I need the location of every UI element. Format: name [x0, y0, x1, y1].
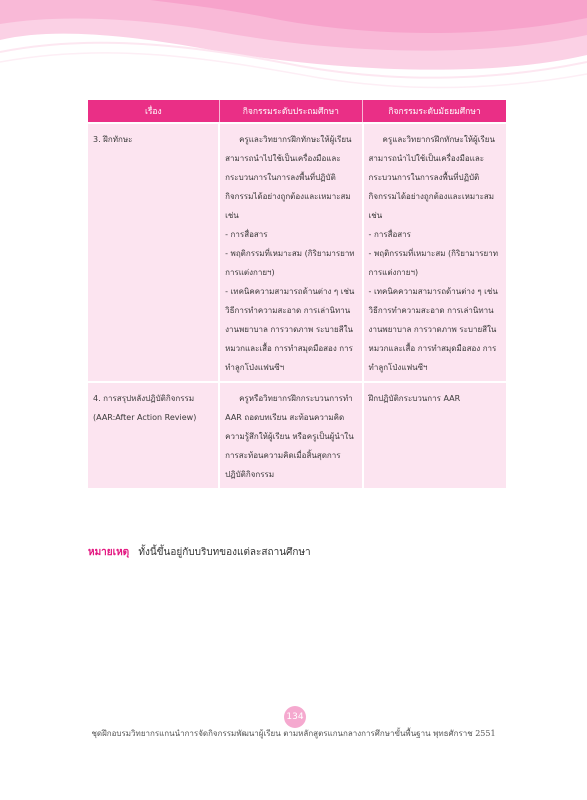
activities-table — [88, 100, 506, 488]
secondary-item: - การสื่อสาร — [368, 230, 411, 239]
topic-subtitle: (AAR:After Action Review) — [93, 413, 197, 422]
footnote — [88, 545, 311, 560]
primary-item: - เทคนิคความสามารถด้านต่าง ๆ เช่น วิธีการทำความสะอาด การเล่านิทาน งานพยาบาล การวาดภาพ ระบายสีในหมวกและเสื้อ การทำสมุดมือสอง การทำลูกโป่งแฟนซีฯ — [225, 287, 355, 372]
primary-item: - การสื่อสาร — [225, 230, 268, 239]
header-secondary: กิจกรรมระดับมัธยมศึกษา — [363, 100, 506, 123]
secondary-cell — [363, 382, 506, 488]
header-topic: เรื่อง — [88, 100, 219, 123]
primary-item: - พฤติกรรมที่เหมาะสม (กิริยามารยาท การแต่งกายฯ) — [225, 249, 355, 277]
table-header-row — [88, 100, 506, 123]
header-primary: กิจกรรมระดับประถมศึกษา — [219, 100, 362, 123]
primary-paragraph: ครูหรือวิทยากรฝึกกระบวนการทำ AAR ถอดบทเรียน สะท้อนความคิดความรู้สึกให้ผู้เรียน หรือครูเป็นผู้นำในการสะท้อนความคิดเมื่อสิ้นสุดการปฏิบัติกิจกรรม — [225, 394, 354, 479]
page-footer: ชุดฝึกอบรมวิทยากรแกนนำการจัดกิจกรรมพัฒนาผู้เรียน ตามหลักสูตรแกนกลางการศึกษาขั้นพื้นฐาน พุทธศักราช 2551 — [91, 729, 496, 738]
secondary-paragraph: ครูและวิทยากรฝึกทักษะให้ผู้เรียนสามารถนำไปใช้เป็นเครื่องมือและกระบวนการในการลงพื้นที่ปฏิบัติกิจกรรมได้อย่างถูกต้องและเหมาะสม เช่น — [368, 135, 495, 220]
secondary-item: - เทคนิคความสามารถด้านต่าง ๆ เช่น วิธีการทำความสะอาด การเล่านิทาน งานพยาบาล การวาดภาพ ระบายสีในหมวกและเสื้อ การทำสมุดมือสอง การทำลูกโป่งแฟนซีฯ — [368, 287, 498, 372]
header-wave-decoration — [0, 0, 587, 110]
page-number-badge: 134 — [284, 706, 306, 728]
secondary-item: - พฤติกรรมที่เหมาะสม (กิริยามารยาท การแต่งกายฯ) — [368, 249, 498, 277]
topic-cell — [88, 123, 219, 382]
topic-title: 4. การสรุปหลังปฏิบัติกิจกรรม — [93, 394, 195, 403]
topic-title: 3. ฝึกทักษะ — [93, 135, 133, 144]
footnote-text: ทั้งนี้ขึ้นอยู่กับบริบทของแต่ละสถานศึกษา — [138, 547, 311, 558]
secondary-cell — [363, 123, 506, 382]
primary-paragraph: ครูและวิทยากรฝึกทักษะให้ผู้เรียนสามารถนำไปใช้เป็นเครื่องมือและกระบวนการในการลงพื้นที่ปฏิบัติกิจกรรมได้อย่างถูกต้องและเหมาะสม เช่น — [225, 135, 352, 220]
topic-cell — [88, 382, 219, 488]
secondary-paragraph: ฝึกปฏิบัติกระบวนการ AAR — [368, 394, 461, 403]
primary-cell — [219, 123, 362, 382]
primary-cell — [219, 382, 362, 488]
table-row — [88, 123, 506, 382]
footnote-label: หมายเหตุ — [88, 547, 130, 558]
table-row — [88, 382, 506, 488]
